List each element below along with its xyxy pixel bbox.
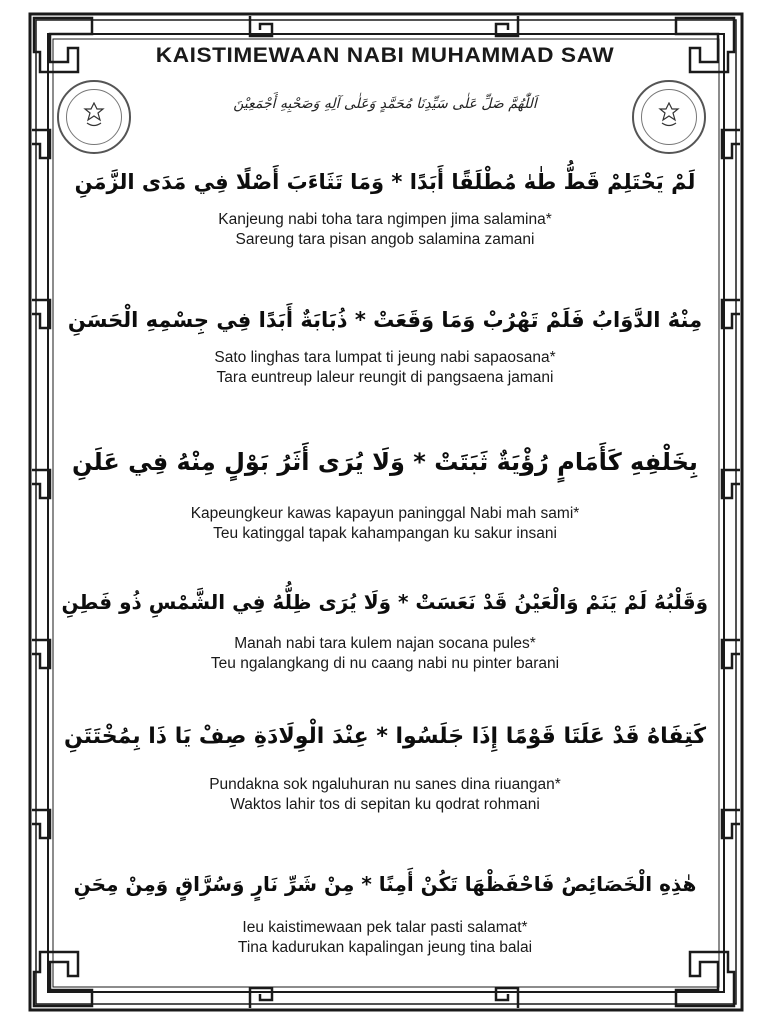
verse-translation-line-1: Ieu kaistimewaan pek talar pasti salamat*	[242, 919, 528, 936]
verse-arabic: كَتِفَاهُ قَدْ عَلَتَا قَوْمًا إِذَا جَلَسُوا * عِنْدَ الْوِلَادَةِ صِفْ يَا ذَا بِمُخْتَتَنِ	[63, 724, 707, 749]
verse-translation-line-2: Sareung tara pisan angob salamina zamani	[235, 231, 535, 248]
verse-6	[62, 862, 708, 958]
verse-translation-line-1: Manah nabi tara kulem najan socana pules*	[234, 635, 536, 652]
seal-logo-left	[57, 80, 131, 154]
verse-translation-line-1: Sato linghas tara lumpat ti jeung nabi sapaosana*	[214, 349, 556, 366]
institution-seal-icon	[83, 102, 105, 128]
verse-arabic: هٰذِهِ الْخَصَائِصُ فَاحْفَظْهَا تَكُنْ أَمِنًا * مِنْ شَرِّ نَارٍ وَسُرَّاقٍ وَمِنْ مِحَنِ	[73, 872, 697, 896]
verse-translation-line-2: Waktos lahir tos di sepitan ku qodrat rohmani	[230, 796, 540, 813]
institution-seal-icon	[658, 102, 680, 128]
verse-translation-line-1: Pundakna sok ngaluhuran nu sanes dina riuangan*	[209, 776, 561, 793]
verse-4	[62, 580, 708, 674]
verse-translation-line-1: Kapeungkeur kawas kapayun paninggal Nabi mah sami*	[190, 505, 580, 522]
verse-arabic: وَقَلْبُهُ لَمْ يَنَمْ وَالْعَيْنُ قَدْ نَعَسَتْ * وَلَا يُرَى ظِلُّهُ فِي الشَّمْسِ ذُو فَطِنِ	[61, 590, 708, 614]
verse-arabic: مِنْهُ الدَّوَابُ فَلَمْ تَهْرُبْ وَمَا وَقَعَتْ * ذُبَابَةٌ أَبَدًا فِي جِسْمِهِ الْحَسَنِ	[67, 308, 703, 332]
verse-translation-line-2: Tara euntreup laleur reungit di pangsaena jamani	[216, 369, 554, 386]
verse-arabic: بِخَلْفِهِ كَأَمَامٍ رُؤْيَةٌ ثَبَتَتْ * وَلَا يُرَى أَثَرُ بَوْلٍ مِنْهُ فِي عَلَنِ	[72, 448, 698, 476]
verse-5	[62, 715, 708, 815]
verse-2	[62, 298, 708, 388]
verse-translation-line-2: Teu ngalangkang di nu caang nabi nu pinter barani	[210, 655, 560, 672]
verse-translation-line-2: Tina kadurukan kapalingan jeung tina balai	[237, 939, 533, 956]
verse-arabic: لَمْ يَحْتَلِمْ قَطُّ طٰهٰ مُطْلَقًا أَبَدًا * وَمَا تَثَاءَبَ أَصْلًا فِي مَدَى الزَّمَنِ	[74, 170, 696, 194]
salawat-heading: اَللّٰهُمَّ صَلِّ عَلٰى سَيِّدِنَا مُحَمَّدٍ وَعَلٰى آلِهِ وَصَحْبِهِ أَجْمَعِيْنَ	[233, 96, 537, 112]
verse-3	[62, 440, 708, 544]
page-title: KAISTIMEWAAN NABI MUHAMMAD SAW	[155, 44, 615, 67]
verse-translation-line-2: Teu katinggal tapak kahampangan ku sakur insani	[213, 525, 557, 542]
seal-logo-right	[632, 80, 706, 154]
verse-1	[62, 160, 708, 250]
verse-translation-line-1: Kanjeung nabi toha tara ngimpen jima salamina*	[218, 211, 552, 228]
